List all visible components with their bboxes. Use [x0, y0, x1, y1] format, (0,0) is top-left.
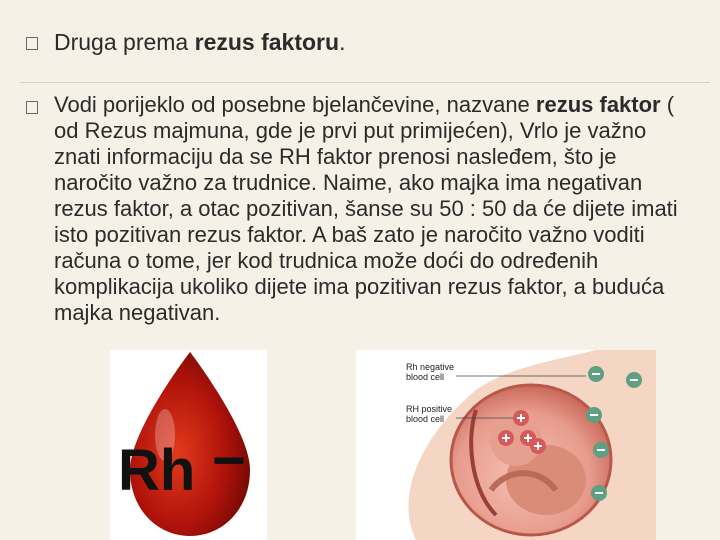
blood-drop-icon — [110, 350, 267, 540]
bullet-item-1 — [26, 28, 345, 56]
bold-term: rezus faktoru — [194, 29, 340, 55]
pregnancy-diagram — [356, 350, 656, 540]
bold-term: rezus faktor — [535, 92, 661, 117]
divider — [20, 82, 710, 83]
bullet-text: Druga prema rezus faktoru. — [54, 29, 346, 55]
bullet-text: Vodi porijeklo od posebne bjelančevine, nazvane rezus faktor ( od Rezus majmuna, gde je prvi put primijećen), Vrlo je važno znati informaciju da se RH faktor prenosi nasleđem, što je naročito važno za trudnice. Naime, ako majka ima negativan rezus faktor, a otac pozitivan, šanse su 50 : 50 da će dijete imati isto pozitivan rezus faktor. A baš zato je naročito važno voditi računa o tome, jer kod trudnica može doći do određenih komplikacija ukoliko dijete ima pozitivan rezus faktor, a buduća majka negativan. — [54, 92, 678, 325]
rh-positive-label-2: blood cell — [406, 414, 445, 424]
rh-sign: − — [212, 428, 246, 493]
rh-negative-image — [110, 350, 267, 540]
bullet-square-icon — [26, 37, 38, 50]
rh-label: Rh — [118, 438, 196, 503]
bullet-square-icon — [26, 101, 38, 114]
fetus-illustration — [356, 350, 656, 540]
rh-positive-label: RH positive — [406, 404, 453, 414]
rh-negative-label-2: blood cell — [406, 372, 445, 382]
bullet-item-2 — [26, 92, 694, 326]
rh-negative-label: Rh negative — [406, 362, 455, 372]
